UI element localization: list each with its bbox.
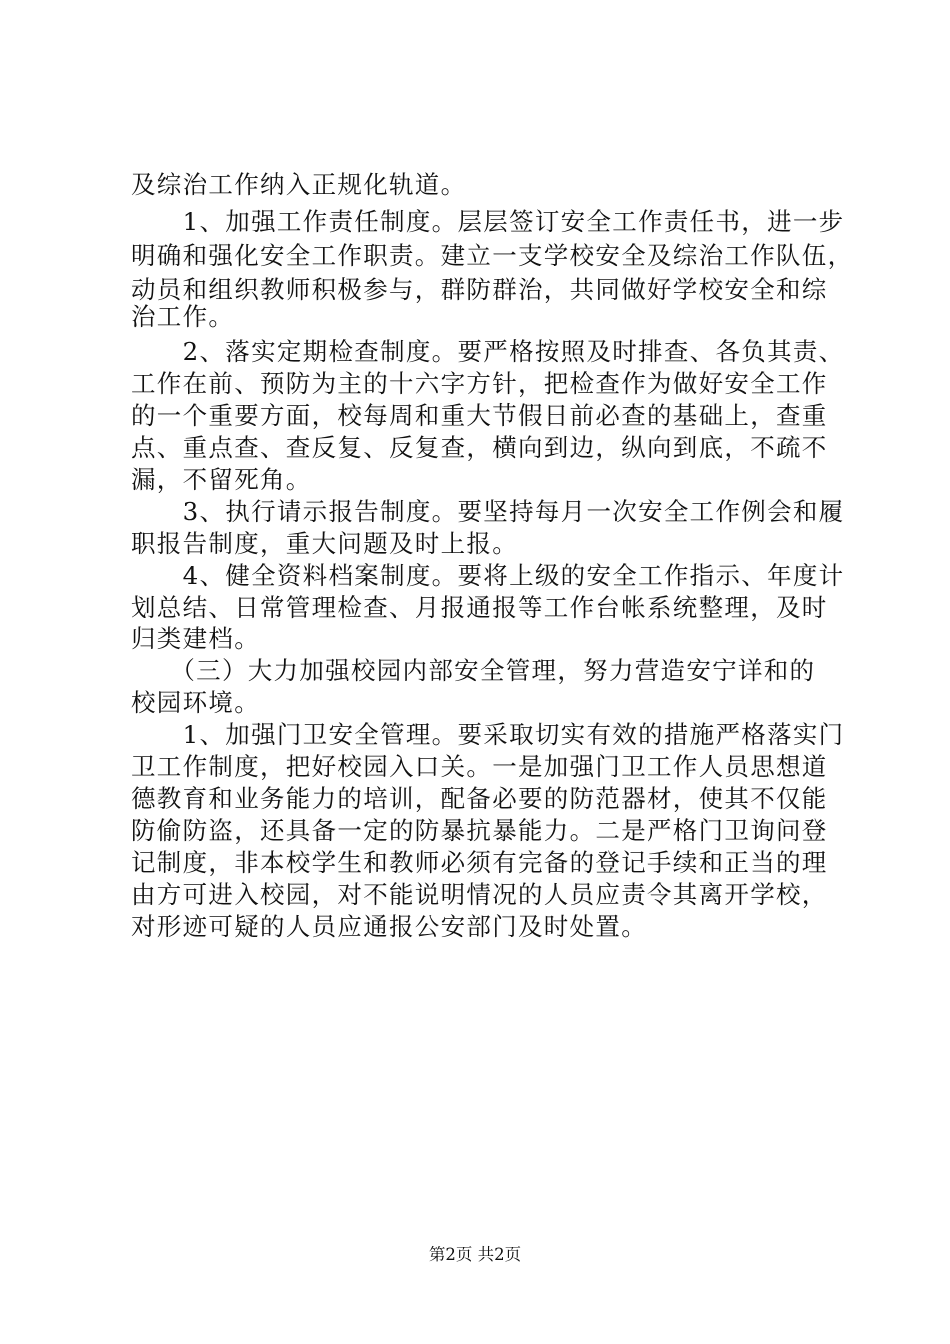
- text-line: 职报告制度，重大问题及时上报。: [131, 529, 518, 558]
- text-line: 2、落实定期检查制度。要严格按照及时排查、各负其责、: [131, 337, 845, 366]
- text-line: 4、健全资料档案制度。要将上级的安全工作指示、年度计: [131, 561, 845, 590]
- text-line: 1、加强门卫安全管理。要采取切实有效的措施严格落实门: [131, 720, 845, 749]
- text-line: 卫工作制度，把好校园入口关。一是加强门卫工作人员思想道: [131, 752, 828, 781]
- text-line: 校园环境。: [131, 688, 260, 717]
- text-line: 归类建档。: [131, 624, 260, 653]
- page-footer: 第2页 共2页: [428, 1245, 522, 1264]
- text-line: 点、重点查、查反复、反复查，横向到边，纵向到底，不疏不: [131, 433, 828, 462]
- text-line: 由方可进入校园，对不能说明情况的人员应责令其离开学校，: [131, 880, 828, 909]
- text-line: （三）大力加强校园内部安全管理，努力营造安宁详和的: [131, 656, 816, 685]
- text-line: 3、执行请示报告制度。要坚持每月一次安全工作例会和履: [131, 497, 845, 526]
- text-line: 明确和强化安全工作职责。建立一支学校安全及综治工作队伍，: [131, 241, 854, 270]
- text-line: 的一个重要方面，校每周和重大节假日前必查的基础上，查重: [131, 401, 828, 430]
- text-line: 记制度，非本校学生和教师必须有完备的登记手续和正当的理: [131, 848, 828, 877]
- text-line: 工作在前、预防为主的十六字方针，把检查作为做好安全工作: [131, 369, 828, 398]
- text-line: 及综治工作纳入正规化轨道。: [131, 170, 467, 199]
- text-line: 划总结、日常管理检查、月报通报等工作台帐系统整理，及时: [131, 593, 828, 622]
- text-line: 动员和组织教师积极参与，群防群治，共同做好学校安全和综: [131, 275, 828, 304]
- text-line: 对形迹可疑的人员应通报公安部门及时处置。: [131, 912, 647, 941]
- text-line: 防偷防盗，还具备一定的防暴抗暴能力。二是严格门卫询问登: [131, 816, 828, 845]
- text-line: 漏，不留死角。: [131, 465, 312, 494]
- text-line: 1、加强工作责任制度。层层签订安全工作责任书，进一步: [131, 207, 845, 236]
- text-line: 德教育和业务能力的培训，配备必要的防范器材，使其不仅能: [131, 784, 828, 813]
- text-line: 治工作。: [131, 302, 235, 331]
